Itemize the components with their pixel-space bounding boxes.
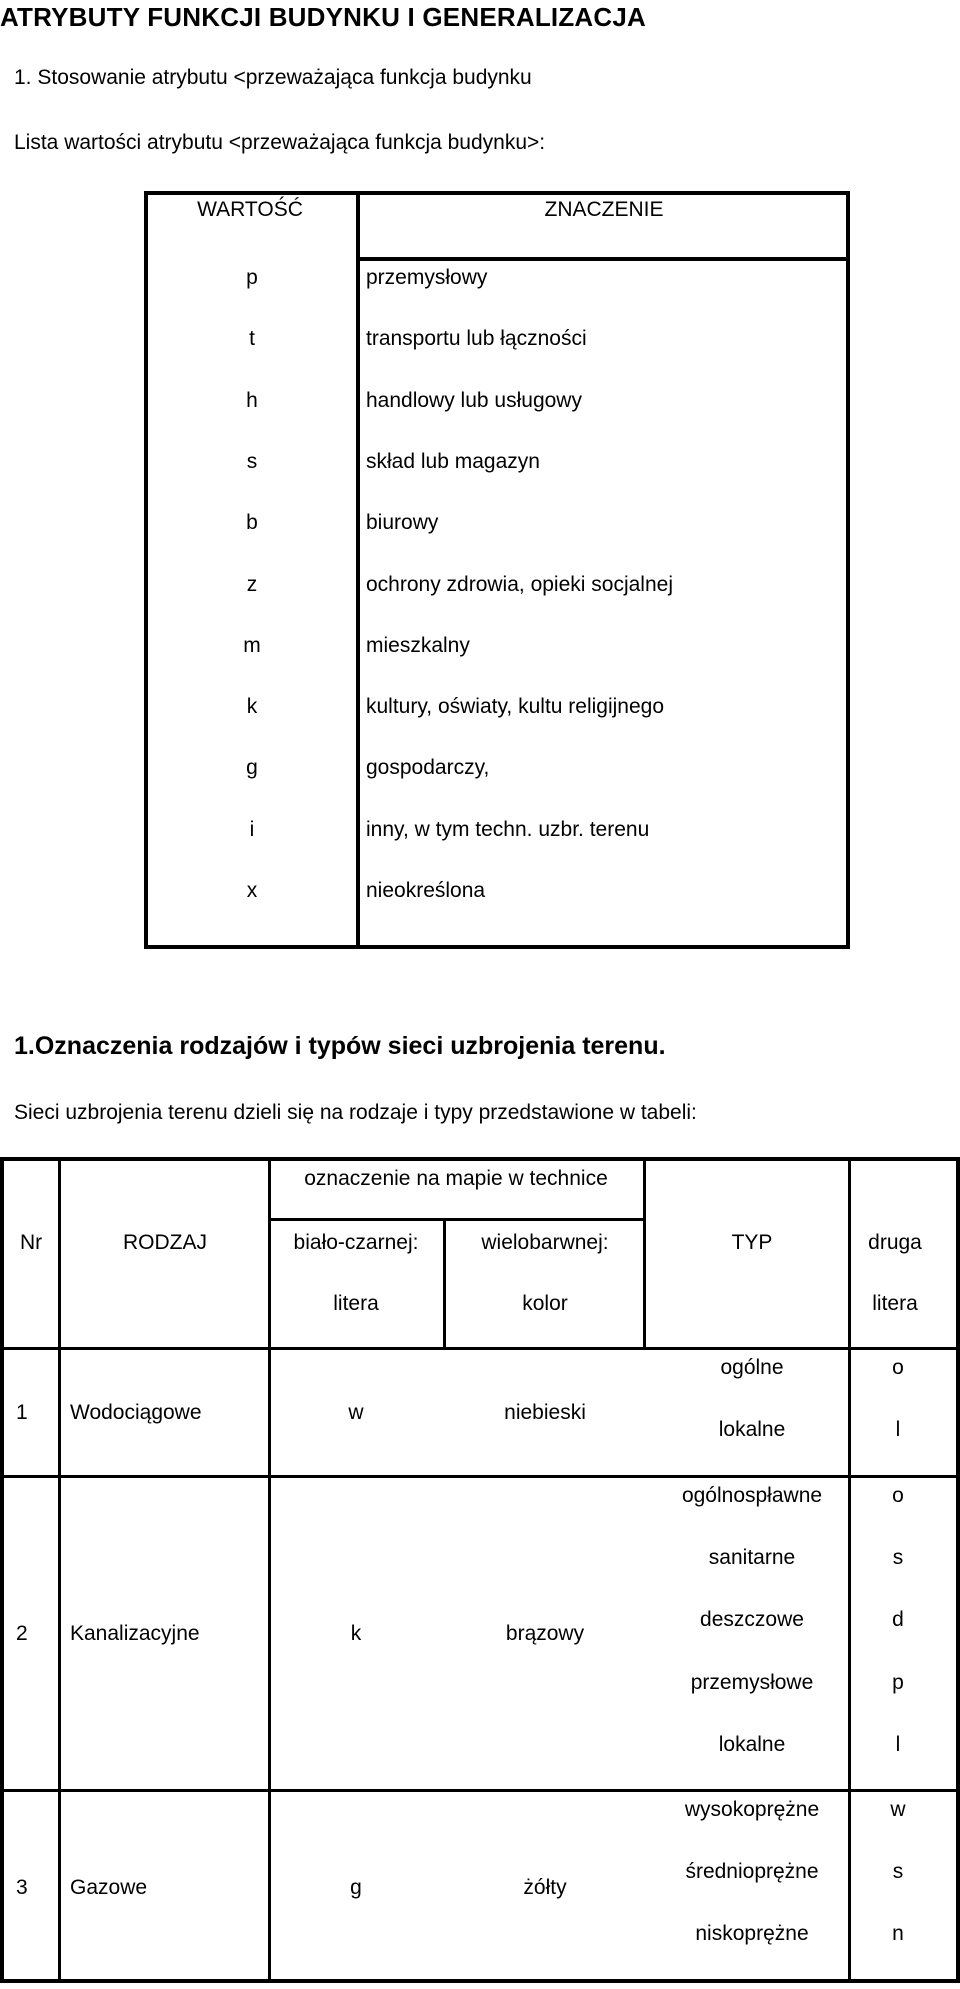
row-typ: sanitarne	[708, 1546, 796, 1569]
row-code: d	[892, 1608, 904, 1631]
attribute-meaning: mieszkalny	[366, 634, 470, 657]
row-typ: lokalne	[718, 1418, 786, 1441]
col-line	[643, 1157, 646, 1350]
row-rodzaj: Kanalizacyjne	[70, 1622, 200, 1645]
attribute-meaning: ochrony zdrowia, opieki socjalnej	[366, 573, 673, 596]
row-letter: k	[350, 1622, 362, 1645]
attribute-meaning: transportu lub łączności	[366, 327, 587, 350]
column-divider	[356, 191, 360, 949]
header-bw-sub: litera	[333, 1292, 379, 1315]
row-line	[0, 1475, 960, 1478]
row-typ: przemysłowe	[690, 1671, 814, 1694]
row-typ: lokalne	[718, 1733, 786, 1756]
header-color: wielobarwnej:	[481, 1231, 609, 1254]
attribute-value: k	[246, 695, 258, 718]
col-line	[268, 1157, 271, 1983]
attribute-value: g	[246, 756, 258, 779]
attribute-value: m	[243, 634, 261, 657]
row-line	[268, 1218, 646, 1221]
row-line	[0, 1347, 960, 1350]
row-rodzaj: Wodociągowe	[70, 1401, 202, 1424]
attribute-value: t	[249, 327, 255, 350]
attribute-meaning: handlowy lub usługowy	[366, 389, 582, 412]
attribute-meaning: biurowy	[366, 511, 439, 534]
attribute-value: h	[246, 389, 258, 412]
row-code: l	[895, 1733, 901, 1756]
col-line	[848, 1157, 851, 1983]
row-code: o	[892, 1356, 904, 1379]
row-nr: 1	[16, 1401, 28, 1424]
row-nr: 2	[16, 1622, 28, 1645]
row-code: o	[892, 1484, 904, 1507]
attribute-meaning: gospodarczy,	[366, 756, 490, 779]
header-second-sub: litera	[872, 1292, 918, 1315]
row-color: niebieski	[504, 1401, 586, 1424]
section1-heading: 1. Stosowanie atrybutu <przeważająca funkcja budynku	[14, 66, 532, 89]
attribute-value: p	[246, 266, 258, 289]
header-bw: biało-czarnej:	[293, 1231, 419, 1254]
row-typ: niskoprężne	[695, 1922, 809, 1945]
attribute-meaning: skład lub magazyn	[366, 450, 540, 473]
col-line	[443, 1218, 446, 1350]
attribute-meaning: przemysłowy	[366, 266, 488, 289]
row-letter: g	[350, 1876, 362, 1899]
header-nr: Nr	[20, 1231, 43, 1254]
header-color-sub: kolor	[522, 1292, 568, 1315]
row-code: s	[892, 1860, 904, 1883]
col-line	[58, 1157, 61, 1983]
row-code: n	[892, 1922, 904, 1945]
row-typ: średnioprężne	[685, 1860, 819, 1883]
row-typ: wysokoprężne	[684, 1798, 820, 1821]
attribute-value: z	[246, 573, 258, 596]
row-typ: ogólne	[720, 1356, 784, 1379]
row-typ: ogólnospławne	[681, 1484, 823, 1507]
attribute-meaning: inny, w tym techn. uzbr. terenu	[366, 818, 650, 841]
page-title: ATRYBUTY FUNKCJI BUDYNKU I GENERALIZACJA	[0, 2, 646, 32]
row-color: brązowy	[505, 1622, 585, 1645]
row-code: s	[892, 1546, 904, 1569]
attribute-value: b	[246, 511, 258, 534]
header-rodzaj: RODZAJ	[123, 1231, 207, 1254]
row-nr: 3	[16, 1876, 28, 1899]
header-meaning: ZNACZENIE	[544, 198, 664, 221]
row-code: p	[892, 1671, 904, 1694]
header-second: druga	[868, 1231, 922, 1254]
attribute-value: i	[249, 818, 255, 841]
row-line	[0, 1789, 960, 1792]
row-code: l	[895, 1418, 901, 1441]
section1-list-intro: Lista wartości atrybutu <przeważająca funkcja budynku>:	[14, 131, 546, 154]
row-color: żółty	[523, 1876, 567, 1899]
header-typ: TYP	[731, 1231, 773, 1254]
row-typ: deszczowe	[700, 1608, 804, 1631]
header-value: WARTOŚĆ	[197, 198, 303, 221]
attribute-value: x	[246, 879, 258, 902]
attribute-meaning: kultury, oświaty, kultu religijnego	[366, 695, 665, 718]
row-code: w	[890, 1798, 906, 1821]
row-letter: w	[348, 1401, 364, 1424]
attribute-meaning: nieokreślona	[366, 879, 486, 902]
attribute-value: s	[246, 450, 258, 473]
header-map-group: oznaczenie na mapie w technice	[304, 1167, 608, 1190]
header-divider	[356, 257, 850, 261]
section2-heading: 1.Oznaczenia rodzajów i typów sieci uzbrojenia terenu.	[14, 1032, 666, 1060]
section2-intro: Sieci uzbrojenia terenu dzieli się na rodzaje i typy przedstawione w tabeli:	[14, 1101, 697, 1124]
row-rodzaj: Gazowe	[70, 1876, 148, 1899]
